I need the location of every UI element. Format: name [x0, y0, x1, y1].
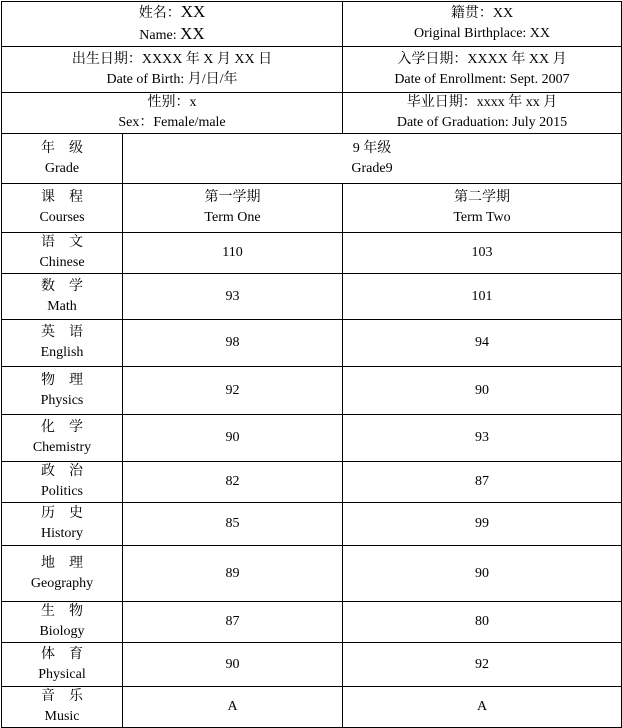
term-two-score: 90	[343, 367, 622, 415]
table-row	[2, 687, 622, 728]
term-two-score: 94	[343, 320, 622, 367]
dob-en: Date of Birth: 月/日/年	[106, 71, 238, 87]
grad-en: Date of Graduation: July 2015	[396, 115, 568, 130]
grad-cn: 毕业日期：xxxx 年 xx 月	[406, 95, 558, 110]
courses-header-row	[2, 184, 622, 233]
course-name-en: Physics	[40, 392, 84, 408]
grade-value-en: Grade9	[351, 160, 393, 176]
course-name-cell	[2, 367, 123, 415]
course-name-cell	[2, 503, 123, 546]
term-two-score: 92	[343, 643, 622, 687]
term-one-score: 87	[123, 602, 343, 643]
course-name-cell	[2, 233, 123, 274]
course-name-en: History	[41, 526, 83, 541]
course-name-cn: 生物	[41, 604, 97, 619]
birthplace-en: Original Birthplace: XX	[413, 26, 551, 41]
course-name-en: Physical	[38, 666, 86, 682]
term-two-cn: 第二学期	[454, 190, 510, 205]
course-name-en: Music	[44, 709, 80, 724]
term-two-score: 93	[343, 415, 622, 462]
term-two-score: 101	[343, 274, 622, 320]
term-two-score: 103	[343, 233, 622, 274]
graduation-cell	[343, 93, 622, 134]
courses-label-en: Courses	[39, 210, 85, 225]
course-name-cell	[2, 643, 123, 687]
table-row	[2, 274, 622, 320]
grade-row	[2, 134, 622, 184]
term-one-score: 92	[123, 367, 343, 415]
courses-label-cn: 课程	[41, 190, 97, 205]
term-one-score: A	[123, 687, 343, 728]
course-name-cn: 化学	[41, 420, 97, 435]
table-row	[2, 415, 622, 462]
course-name-en: Math	[47, 298, 77, 314]
course-name-en: English	[40, 345, 84, 360]
grade-label-cell	[2, 134, 123, 184]
course-name-cell	[2, 415, 123, 462]
table-row	[2, 233, 622, 274]
term-one-score: 98	[123, 320, 343, 367]
table-row	[2, 602, 622, 643]
term-two-header	[343, 184, 622, 233]
course-name-cell	[2, 274, 123, 320]
course-name-en: Geography	[30, 575, 94, 591]
course-name-cn: 体育	[41, 646, 97, 662]
course-name-cell	[2, 602, 123, 643]
course-name-cn: 历史	[41, 506, 97, 521]
course-name-cell	[2, 462, 123, 503]
term-one-score: 82	[123, 462, 343, 503]
sex-cell	[2, 93, 343, 134]
term-one-score: 90	[123, 643, 343, 687]
birthplace-cn: 籍贯：XX	[450, 6, 514, 21]
course-name-en: Chinese	[39, 255, 85, 270]
course-name-cn: 数学	[41, 278, 97, 294]
transcript-table	[1, 1, 622, 728]
course-name-en: Chemistry	[32, 440, 92, 455]
enrollment-cell	[343, 47, 622, 93]
course-name-cn: 地理	[41, 555, 97, 571]
term-one-header	[123, 184, 343, 233]
dob-cell	[2, 47, 343, 93]
grade-value-cn: 9 年级	[352, 140, 392, 156]
sex-en: Sex：Female/male	[118, 115, 226, 130]
sex-cn: 性别：x	[147, 95, 197, 110]
term-one-score: 85	[123, 503, 343, 546]
dob-cn: 出生日期：XXXX 年 X 月 XX 日	[71, 51, 273, 67]
term-two-score: 90	[343, 546, 622, 602]
term-one-cn: 第一学期	[204, 190, 261, 205]
table-row	[2, 546, 622, 602]
birthplace-cell	[343, 2, 622, 47]
name-cell	[2, 2, 343, 47]
table-row	[2, 643, 622, 687]
table-row	[2, 462, 622, 503]
term-one-score: 89	[123, 546, 343, 602]
name-cn-value: XX	[180, 2, 206, 21]
course-name-cn: 语文	[41, 235, 97, 250]
course-name-cell	[2, 687, 123, 728]
courses-label-cell	[2, 184, 123, 233]
enroll-en: Date of Enrollment: Sept. 2007	[394, 71, 570, 87]
term-two-score: 80	[343, 602, 622, 643]
header-row-sex	[2, 93, 622, 134]
term-two-en: Term Two	[453, 210, 511, 225]
table-row	[2, 503, 622, 546]
term-two-score: 99	[343, 503, 622, 546]
name-en-value: XX	[180, 24, 205, 43]
name-en-label: Name:	[139, 28, 181, 43]
table-row	[2, 367, 622, 415]
term-two-score: A	[343, 687, 622, 728]
term-one-score: 90	[123, 415, 343, 462]
term-one-en: Term One	[204, 210, 261, 225]
course-name-cell	[2, 320, 123, 367]
course-name-cn: 音乐	[41, 689, 97, 704]
term-two-score: 87	[343, 462, 622, 503]
header-row-name	[2, 2, 622, 47]
course-name-cn: 物理	[41, 372, 97, 388]
course-name-cell	[2, 546, 123, 602]
course-name-cn: 英语	[41, 325, 97, 340]
table-row	[2, 320, 622, 367]
course-name-cn: 政治	[41, 464, 97, 479]
grade-label-cn: 年级	[41, 140, 97, 156]
term-one-score: 110	[123, 233, 343, 274]
course-name-en: Politics	[40, 484, 83, 499]
course-name-en: Biology	[39, 624, 85, 639]
grade-label-en: Grade	[44, 160, 80, 176]
name-cn-label: 姓名：	[138, 6, 181, 21]
term-one-score: 93	[123, 274, 343, 320]
enroll-cn: 入学日期：XXXX 年 XX 月	[397, 51, 567, 67]
grade-value-cell	[123, 134, 622, 184]
header-row-dates	[2, 47, 622, 93]
